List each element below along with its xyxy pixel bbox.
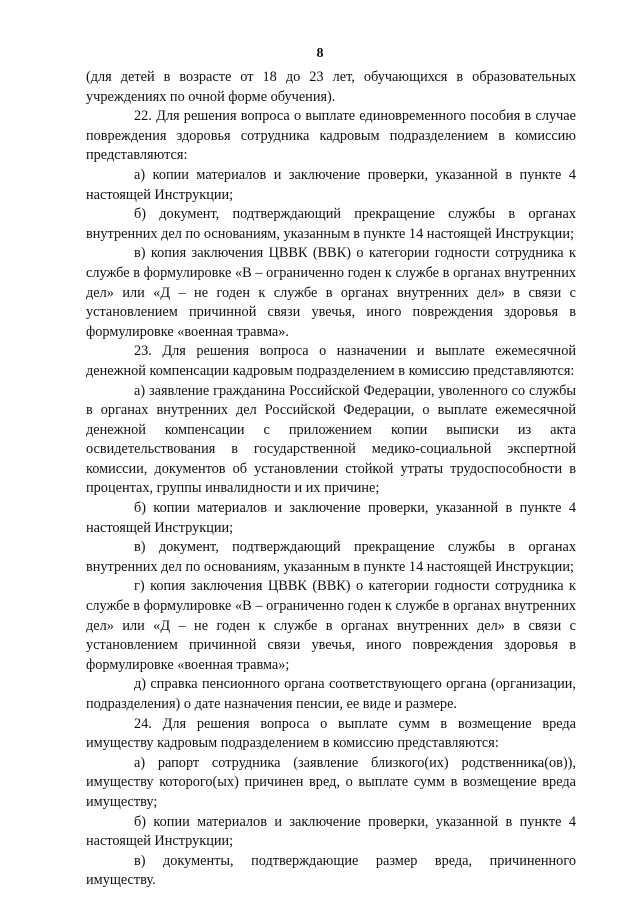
paragraph-23-d: д) справка пенсионного органа соответствующего органа (организации, подразделения) о дате назначения пенсии, ее виде и размере. <box>86 676 576 712</box>
paragraph-24-v: в) документы, подтверждающие размер вреда, причиненного имуществу. <box>86 852 576 889</box>
paragraph-24-b: б) копии материалов и заключение проверки, указанной в пункте 4 настоящей Инструкции; <box>86 813 576 850</box>
paragraph-22-a: а) копии материалов и заключение проверки, указанной в пункте 4 настоящей Инструкции; <box>86 166 576 203</box>
paragraph-24: 24. Для решения вопроса о выплате сумм в возмещение вреда имуществу кадровым подразделением в комиссию представляются: <box>86 715 576 752</box>
paragraph-23-b: б) копии материалов и заключение проверки, указанной в пункте 4 настоящей Инструкции; <box>86 500 576 536</box>
paragraph-22: 22. Для решения вопроса о выплате единовременного пособия в случае повреждения здоровья сотрудника кадровым подразделением в комиссию представляются: <box>86 108 576 164</box>
paragraph-23-v: в) документ, подтверждающий прекращение службы в органах внутренних дел по основаниям, указанным в пункте 14 настоящей Инструкции; <box>86 539 576 575</box>
paragraph-23: 23. Для решения вопроса о назначении и выплате ежемесячной денежной компенсации кадровым подразделением в комиссию представляются: <box>86 343 576 379</box>
paragraph-22-v: в) копия заключения ЦВВК (ВВК) о категории годности сотрудника к службе в формулировке «В – ограниченно годен к службе в органах внутренних дел» или «Д – не годен к службе в органах внутренних дел» в связи с установлением причинной связи увечья, иного повреждения здоровья в формулировке «военная травма». <box>86 245 576 340</box>
paragraph-22-b: б) документ, подтверждающий прекращение службы в органах внутренних дел по основаниям, указанным в пункте 14 настоящей Инструкции; <box>86 206 576 242</box>
document-body <box>86 68 576 891</box>
paragraph-23-g: г) копия заключения ЦВВК (ВВК) о категории годности сотрудника к службе в формулировке «В – ограниченно годен к службе в органах внутренних дел» или «Д – не годен к службе в органах внутренних дел» в связи с установлением причинной связи увечья, иного повреждения здоровья в формулировке «военная травма»; <box>86 578 576 673</box>
paragraph-23-a: а) заявление гражданина Российской Федерации, уволенного со службы в органах внутренних дел Российской Федерации, о выплате ежемесячной денежной компенсации с приложением копии выписки из акта освидетельствования в государственной медико-социальной экспертной комиссии, документов об установлении стойкой утраты трудоспособности в процентах, группы инвалидности и их причине; <box>86 382 576 497</box>
paragraph-24-a: а) рапорт сотрудника (заявление близкого(их) родственника(ов)), имуществу которого(ых) причинен вред, о выплате сумм в возмещение вреда имуществу; <box>86 754 576 810</box>
paragraph-continuation: (для детей в возрасте от 18 до 23 лет, обучающихся в образовательных учреждениях по очной форме обучения). <box>86 69 576 105</box>
page-number: 8 <box>316 46 324 61</box>
